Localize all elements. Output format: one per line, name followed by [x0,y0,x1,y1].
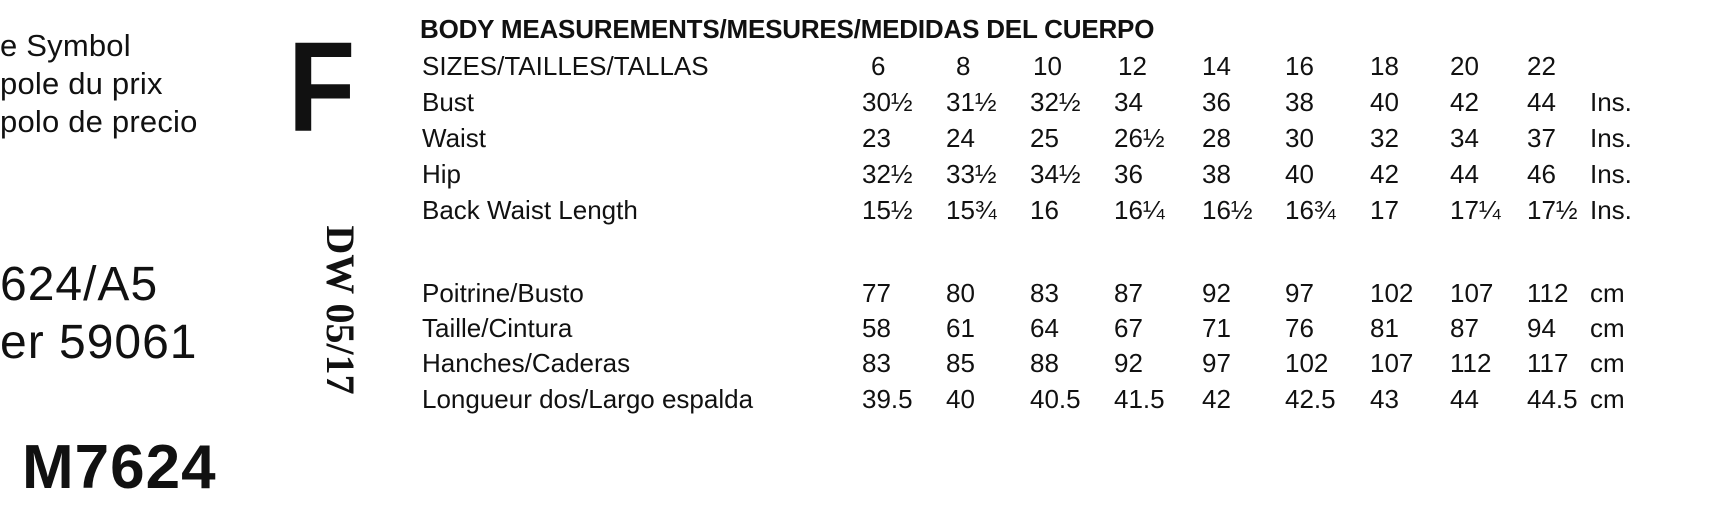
measure-cell: 64 [1030,313,1059,343]
measure-cell: 58 [862,313,891,343]
measure-cell: 80 [946,278,975,308]
measurements-title: BODY MEASUREMENTS/MESURES/MEDIDAS DEL CUERPO [420,14,1155,44]
measure-cell: 117 [1527,348,1569,378]
unit-label: Ins. [1590,195,1632,225]
measure-cell: 40 [946,384,975,414]
measure-cell: 15½ [862,195,913,225]
measure-cell: 26½ [1114,123,1165,153]
measure-row-hanches-caderas [0,350,1710,384]
row-label: Waist [422,123,487,153]
price-code: F [288,16,356,159]
measure-cell: 38 [1202,159,1231,189]
row-label: Poitrine/Busto [422,278,584,308]
measure-cell: 31½ [946,87,997,117]
sizes-row [0,53,1710,87]
measure-cell: 34 [1450,123,1479,153]
measure-cell: 44 [1527,87,1556,117]
measure-cell: 32½ [862,159,913,189]
measure-cell: 34 [1114,87,1143,117]
measure-cell: 16 [1030,195,1059,225]
measure-cell: 42.5 [1285,384,1336,414]
measure-cell: 30 [1285,123,1314,153]
row-label: Bust [422,87,475,117]
row-label: Back Waist Length [422,195,638,225]
pattern-number: M7624 [22,433,217,502]
row-label: Taille/Cintura [422,313,573,343]
measure-cell: 39.5 [862,384,913,414]
measure-cell: 94 [1527,313,1556,343]
measure-cell: 46 [1527,159,1556,189]
measure-cell: 107 [1450,278,1494,308]
measure-cell: 97 [1285,278,1314,308]
measure-cell: 43 [1370,384,1399,414]
measure-cell: 40.5 [1030,384,1081,414]
measure-cell: 34½ [1030,159,1081,189]
measure-cell: 30½ [862,87,913,117]
measure-cell: 83 [1030,278,1059,308]
measure-cell: 42 [1450,87,1479,117]
row-label: Hip [422,159,462,189]
measure-cell: 44.5 [1527,384,1578,414]
measure-cell: 16½ [1202,195,1253,225]
measure-cell: 77 [862,278,891,308]
measure-row-bust [0,89,1710,123]
measure-cell: 16¼ [1114,195,1165,225]
sizes-label: SIZES/TAILLES/TALLAS [422,51,709,81]
measure-row-longueur-dos [0,386,1710,420]
measure-cell: 15¾ [946,195,997,225]
measure-cell: 33½ [946,159,997,189]
measure-cell: 92 [1202,278,1231,308]
measure-cell: 28 [1202,123,1231,153]
left-code-line-2: er 59061 [0,316,198,369]
measure-cell: 23 [862,123,891,153]
measure-cell: 36 [1114,159,1143,189]
unit-label: cm [1590,313,1625,343]
left-code-line-1: 624/A5 [0,258,159,311]
size-22: 22 [1527,51,1556,81]
measure-cell: 102 [1285,348,1329,378]
measure-cell: 88 [1030,348,1059,378]
measure-cell: 41.5 [1114,384,1165,414]
measure-cell: 37 [1527,123,1556,153]
measure-cell: 42 [1370,159,1399,189]
measure-cell: 44 [1450,384,1479,414]
price-symbol-line-2: pole du prix [0,66,163,101]
measure-cell: 38 [1285,87,1314,117]
row-label: Hanches/Caderas [422,348,631,378]
vertical-code: DW 05/17 [318,225,363,395]
measure-cell: 83 [862,348,891,378]
measure-cell: 16¾ [1285,195,1336,225]
measure-cell: 61 [946,313,975,343]
measure-cell: 76 [1285,313,1314,343]
measure-cell: 87 [1450,313,1479,343]
size-12: 12 [1118,51,1147,81]
measure-cell: 112 [1450,348,1492,378]
measure-cell: 112 [1527,278,1569,308]
measure-row-waist [0,125,1710,159]
measure-cell: 87 [1114,278,1143,308]
measure-cell: 85 [946,348,975,378]
measure-cell: 36 [1202,87,1231,117]
unit-label: Ins. [1590,123,1632,153]
measure-cell: 71 [1202,313,1231,343]
measure-cell: 44 [1450,159,1479,189]
measure-cell: 25 [1030,123,1059,153]
size-8: 8 [956,51,971,81]
unit-label: cm [1590,278,1625,308]
measure-row-hip [0,161,1710,195]
size-14: 14 [1202,51,1231,81]
measure-cell: 24 [946,123,975,153]
size-6: 6 [871,51,886,81]
size-18: 18 [1370,51,1399,81]
measure-row-back-waist-length [0,197,1710,231]
unit-label: Ins. [1590,159,1632,189]
price-symbol-line-1: e Symbol [0,28,131,63]
measure-cell: 92 [1114,348,1143,378]
size-10: 10 [1033,51,1062,81]
measure-cell: 17¼ [1450,195,1501,225]
measure-cell: 17½ [1527,195,1578,225]
measure-cell: 107 [1370,348,1414,378]
measure-cell: 40 [1285,159,1314,189]
measure-cell: 32 [1370,123,1399,153]
measure-cell: 17 [1370,195,1399,225]
measure-row-poitrine-busto [0,280,1710,314]
unit-label: Ins. [1590,87,1632,117]
size-16: 16 [1285,51,1314,81]
measure-cell: 42 [1202,384,1231,414]
price-symbol-line-3: polo de precio [0,104,198,139]
unit-label: cm [1590,384,1625,414]
measure-cell: 81 [1370,313,1399,343]
measure-cell: 97 [1202,348,1231,378]
size-20: 20 [1450,51,1479,81]
measure-cell: 67 [1114,313,1143,343]
measure-cell: 102 [1370,278,1414,308]
measure-cell: 40 [1370,87,1399,117]
measure-cell: 32½ [1030,87,1081,117]
measure-row-taille-cintura [0,315,1710,349]
unit-label: cm [1590,348,1625,378]
row-label: Longueur dos/Largo espalda [422,384,754,414]
